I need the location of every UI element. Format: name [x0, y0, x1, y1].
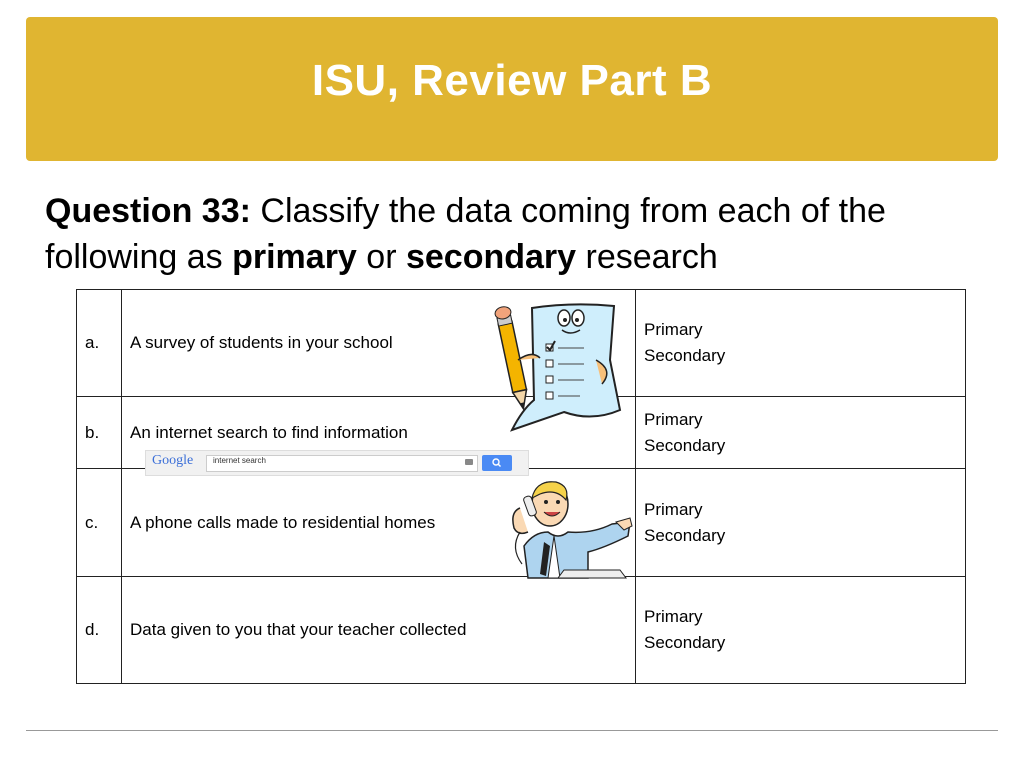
row-letter: d. [77, 576, 122, 683]
search-button [482, 455, 512, 471]
question-text-part2: or [356, 238, 406, 276]
question-text [45, 188, 985, 280]
camera-icon [465, 459, 473, 465]
row-description: Data given to you that your teacher collected [122, 576, 636, 683]
row-options [636, 469, 966, 576]
survey-clipboard-icon [492, 300, 632, 440]
option-primary[interactable]: Primary [644, 409, 703, 429]
title-bar [26, 17, 998, 161]
question-bold-secondary: secondary [405, 238, 577, 276]
table-row [77, 576, 966, 683]
row-letter: b. [77, 397, 122, 469]
search-query: internet search [213, 456, 266, 465]
search-field [206, 455, 478, 472]
row-options [636, 576, 966, 683]
row-letter: a. [77, 290, 122, 397]
question-label: Question 33: [45, 192, 251, 230]
google-logo: Google [152, 453, 194, 468]
option-primary[interactable]: Primary [644, 606, 703, 626]
option-primary[interactable]: Primary [644, 499, 703, 519]
option-secondary[interactable]: Secondary [644, 346, 726, 366]
option-primary[interactable]: Primary [644, 320, 703, 340]
question-text-part1: Classify the data coming from each of the following as [45, 192, 886, 276]
row-description: An internet search to find information [122, 397, 636, 469]
question-text-part3: research [576, 238, 718, 276]
row-options [636, 290, 966, 397]
slide-title: ISU, Review Part B [311, 56, 713, 105]
row-letter: c. [77, 469, 122, 576]
phone-call-person-icon [500, 478, 634, 584]
option-secondary[interactable]: Secondary [644, 435, 726, 455]
footer-divider [26, 730, 998, 731]
question-bold-primary: primary [232, 238, 357, 276]
option-secondary[interactable]: Secondary [644, 632, 726, 652]
google-search-image [145, 450, 529, 476]
option-secondary[interactable]: Secondary [644, 525, 726, 545]
row-description: A phone calls made to residential homes [122, 469, 636, 576]
search-icon [482, 455, 512, 471]
row-description: A survey of students in your school [122, 290, 636, 397]
row-options [636, 397, 966, 469]
